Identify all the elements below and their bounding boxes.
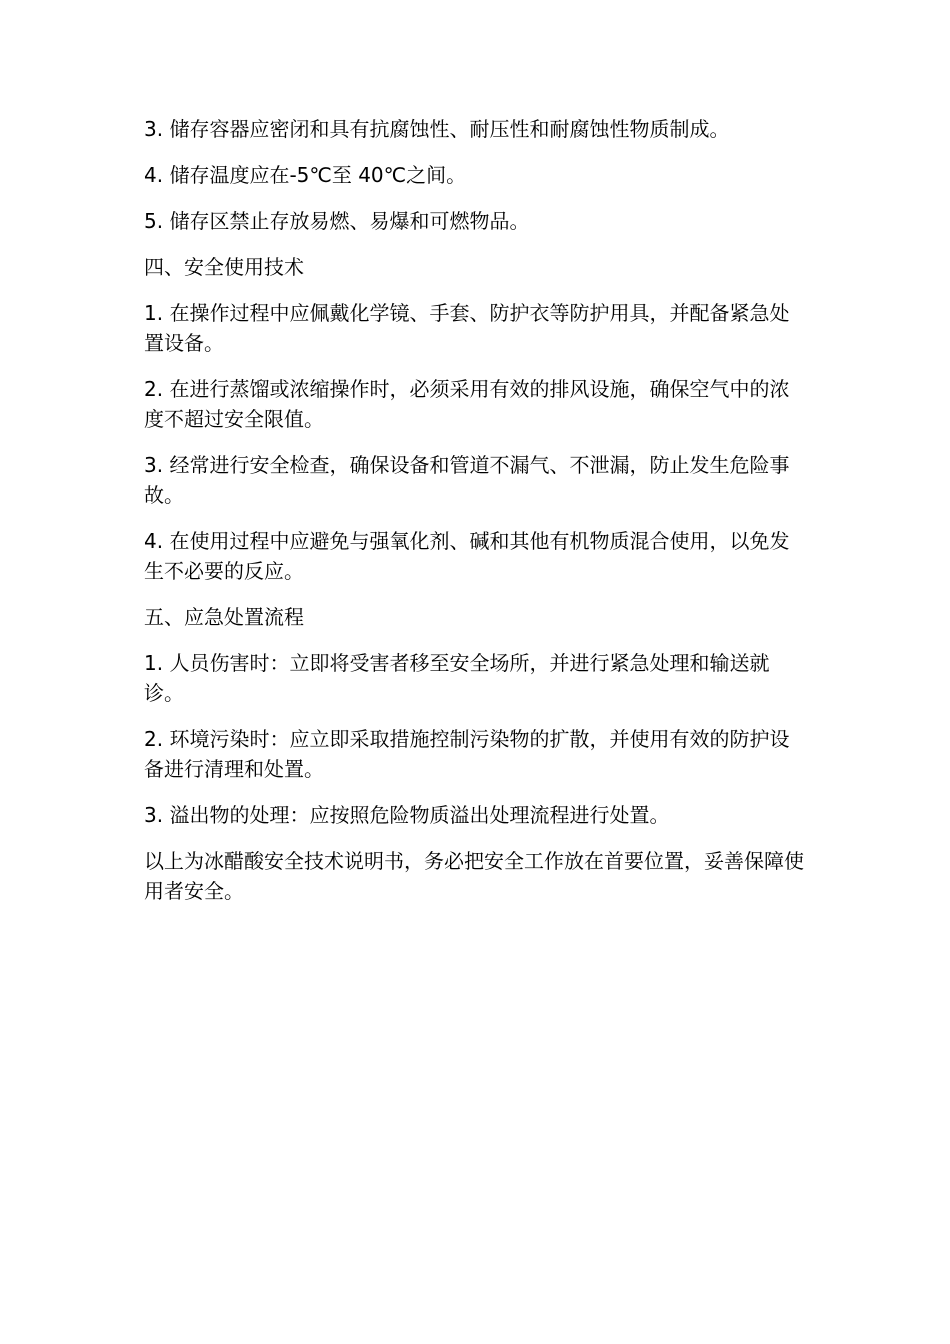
- emergency-item-1: 1. 人员伤害时：立即将受害者移至安全场所，并进行紧急处理和输送就诊。: [144, 651, 770, 705]
- closing-paragraph: 以上为冰醋酸安全技术说明书，务必把安全工作放在首要位置，妥善保障使用者安全。: [144, 849, 804, 903]
- emergency-item-2: 2. 环境污染时：应立即采取措施控制污染物的扩散，并使用有效的防护设备进行清理和处置。: [144, 727, 790, 781]
- storage-item-5: 5. 储存区禁止存放易燃、易爆和可燃物品。: [144, 209, 530, 233]
- section-heading-safe-use: 四、安全使用技术: [144, 255, 304, 279]
- safe-use-item-2: 2. 在进行蒸馏或浓缩操作时，必须采用有效的排风设施，确保空气中的浓度不超过安全限值。: [144, 377, 790, 431]
- storage-item-3: 3. 储存容器应密闭和具有抗腐蚀性、耐压性和耐腐蚀性物质制成。: [144, 117, 730, 141]
- emergency-item-3: 3. 溢出物的处理：应按照危险物质溢出处理流程进行处置。: [144, 803, 670, 827]
- safe-use-item-3: 3. 经常进行安全检查，确保设备和管道不漏气、不泄漏，防止发生危险事故。: [144, 453, 790, 507]
- section-heading-emergency: 五、应急处置流程: [144, 605, 304, 629]
- document-body: [144, 114, 804, 922]
- safe-use-item-4: 4. 在使用过程中应避免与强氧化剂、碱和其他有机物质混合使用，以免发生不必要的反应。: [144, 529, 790, 583]
- safe-use-item-1: 1. 在操作过程中应佩戴化学镜、手套、防护衣等防护用具，并配备紧急处置设备。: [144, 301, 790, 355]
- storage-item-4: 4. 储存温度应在-5℃至 40℃之间。: [144, 163, 467, 187]
